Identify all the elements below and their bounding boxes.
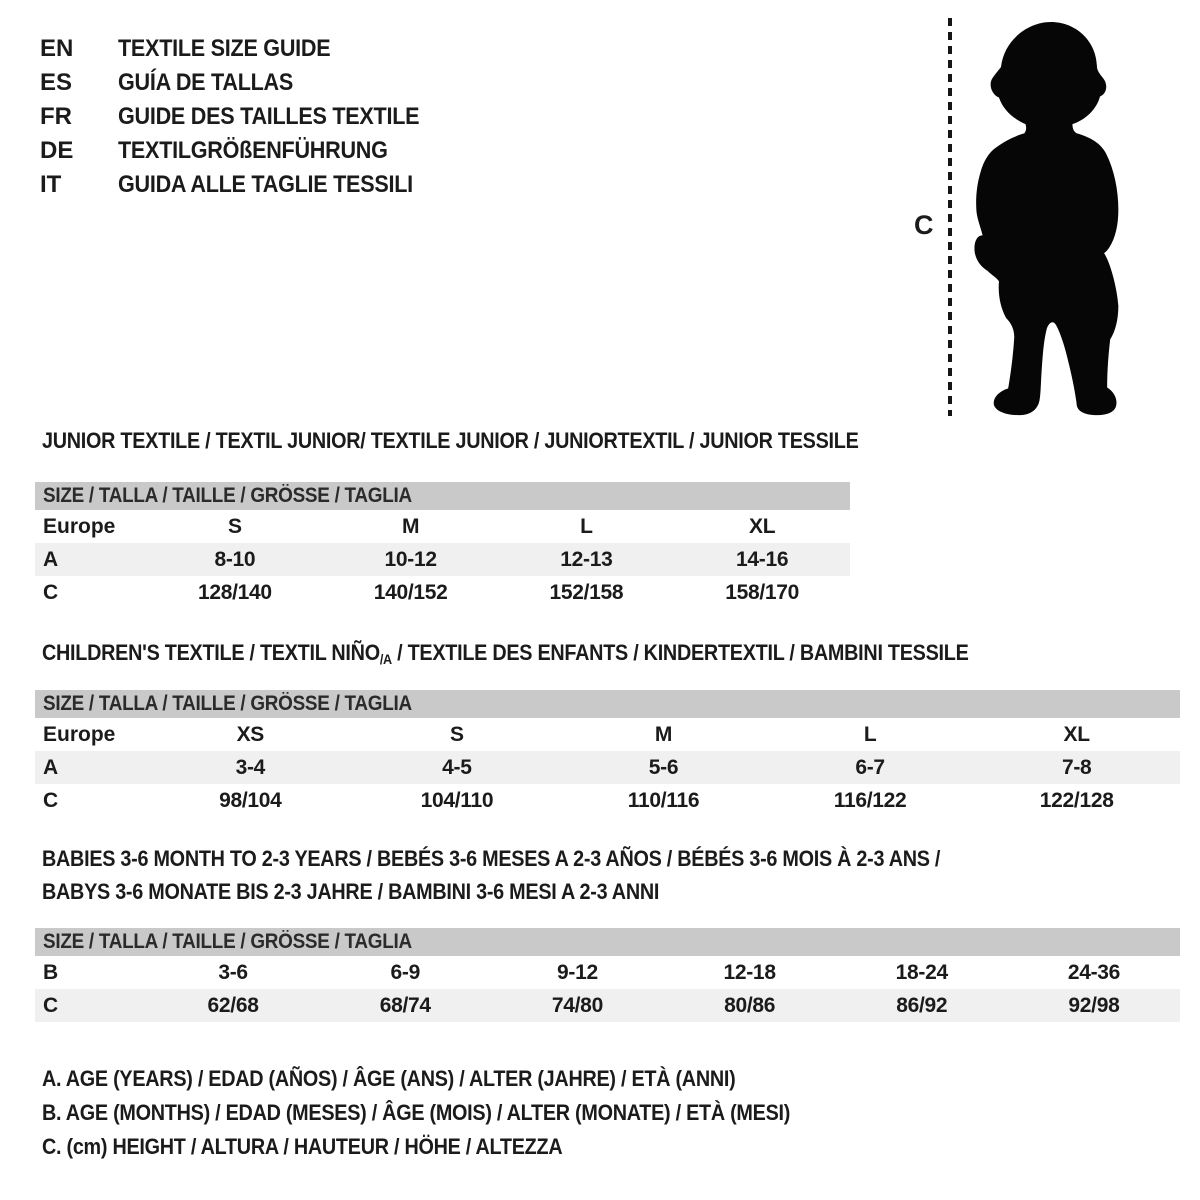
language-code: DE [40, 137, 74, 164]
table-cell: 3-6 [218, 960, 248, 984]
heading-text-part: / TEXTILE DES ENFANTS / KINDERTEXTIL / BAMBINI TESSILE [391, 640, 969, 665]
table-cell: XL [1063, 722, 1090, 746]
babies-size-table [35, 928, 1180, 1022]
table-row [35, 751, 1180, 784]
legend-text: B. AGE (MONTHS) / EDAD (MESES) / ÂGE (MOIS) / ALTER (MONATE) / ETÀ (MESI) [42, 1100, 791, 1125]
row-label: A [43, 547, 59, 571]
language-row [40, 100, 453, 134]
language-title: TEXTILE SIZE GUIDE [118, 35, 331, 62]
table-cell: 86/92 [896, 993, 948, 1017]
table-row [35, 989, 1180, 1022]
table-cell: 68/74 [379, 993, 431, 1017]
legend-line-c [42, 1134, 873, 1168]
table-cell: 9-12 [557, 960, 598, 984]
legend-text: A. AGE (YEARS) / EDAD (AÑOS) / ÂGE (ANS) / ALTER (JAHRE) / ETÀ (ANNI) [42, 1066, 736, 1091]
heading-text-part: CHILDREN'S TEXTILE / TEXTIL NIÑO [42, 640, 380, 665]
table-cell: 74/80 [551, 993, 603, 1017]
height-measure-figure [900, 14, 1160, 424]
junior-size-table [35, 482, 850, 609]
language-code: FR [40, 103, 72, 130]
language-code: IT [40, 171, 62, 198]
table-row [35, 784, 1180, 817]
size-header-text: SIZE / TALLA / TAILLE / GRÖSSE / TAGLIA [43, 930, 412, 953]
table-cell: 4-5 [442, 755, 472, 779]
table-cell: 140/152 [373, 580, 448, 604]
language-row [40, 66, 453, 100]
heading-text-subscript: /A [379, 651, 392, 667]
table-cell: S [228, 514, 242, 538]
row-label: C [43, 788, 59, 812]
table-row [35, 510, 850, 543]
language-title: GUIDE DES TAILLES TEXTILE [118, 103, 420, 130]
size-header-text: SIZE / TALLA / TAILLE / GRÖSSE / TAGLIA [43, 692, 412, 715]
language-title-list [40, 32, 453, 202]
row-label: C [43, 580, 59, 604]
table-cell: XS [236, 722, 264, 746]
babies-table-size-header [35, 928, 1180, 956]
height-c-label: C [914, 210, 934, 240]
table-cell: 92/98 [1068, 993, 1120, 1017]
babies-heading-line1: BABIES 3-6 MONTH TO 2-3 YEARS / BEBÉS 3-6 MESES A 2-3 AÑOS / BÉBÉS 3-6 MOIS À 2-3 ANS / [42, 846, 941, 871]
row-label: B [43, 960, 59, 984]
table-row [35, 718, 1180, 751]
table-cell: 116/122 [833, 788, 907, 812]
row-label: C [43, 993, 59, 1017]
children-table-size-header [35, 690, 1180, 718]
table-cell: 24-36 [1067, 960, 1121, 984]
language-title: GUÍA DE TALLAS [118, 69, 294, 96]
table-row [35, 576, 850, 609]
table-cell: 14-16 [736, 547, 789, 571]
language-row [40, 168, 453, 202]
babies-heading-line2: BABYS 3-6 MONATE BIS 2-3 JAHRE / BAMBINI 3-6 MESI A 2-3 ANNI [42, 879, 660, 904]
table-cell: 8-10 [214, 547, 256, 571]
table-cell: 6-9 [390, 960, 420, 984]
children-section-heading [42, 640, 1071, 666]
children-section-heading-text [42, 640, 969, 666]
legend-text: C. (cm) HEIGHT / ALTURA / HAUTEUR / HÖHE / ALTEZZA [42, 1134, 563, 1159]
junior-table-size-header [35, 482, 850, 510]
table-cell: 10-12 [384, 547, 437, 571]
table-cell: 3-4 [235, 755, 266, 779]
table-row [35, 543, 850, 576]
height-dashed-line [948, 18, 952, 416]
size-header-text: SIZE / TALLA / TAILLE / GRÖSSE / TAGLIA [43, 484, 412, 507]
table-cell: 12-13 [560, 547, 613, 571]
table-cell: 158/170 [725, 580, 800, 604]
language-code: EN [40, 35, 74, 62]
legend-line-a [42, 1066, 873, 1100]
language-row [40, 32, 453, 66]
table-cell: 12-18 [723, 960, 776, 984]
table-cell: 104/110 [420, 788, 494, 812]
row-label: Europe [43, 514, 116, 538]
table-cell: L [580, 514, 593, 538]
table-cell: 128/140 [197, 580, 272, 604]
row-label: A [43, 755, 59, 779]
table-cell: 152/158 [549, 580, 624, 604]
table-cell: 18-24 [895, 960, 948, 984]
table-cell: 5-6 [648, 755, 679, 779]
table-cell: M [402, 514, 420, 538]
table-cell: 110/116 [627, 788, 700, 812]
table-cell: 122/128 [1039, 788, 1114, 812]
toddler-silhouette-icon [962, 20, 1140, 418]
table-cell: L [863, 722, 877, 746]
language-row [40, 134, 453, 168]
table-cell: S [450, 722, 464, 746]
legend-line-b [42, 1100, 873, 1134]
babies-section-heading [42, 846, 1040, 912]
table-cell: M [654, 722, 673, 746]
row-label: Europe [43, 722, 116, 746]
language-code: ES [40, 69, 73, 96]
children-size-table [35, 690, 1180, 817]
language-title: TEXTILGRÖßENFÜHRUNG [118, 137, 388, 164]
table-row [35, 956, 1180, 989]
language-title: GUIDA ALLE TAGLIE TESSILI [118, 171, 413, 198]
table-cell: 62/68 [207, 993, 259, 1017]
table-cell: 7-8 [1061, 755, 1092, 779]
junior-section-heading [42, 428, 949, 454]
table-cell: 98/104 [219, 788, 282, 812]
junior-section-heading-text: JUNIOR TEXTILE / TEXTIL JUNIOR/ TEXTILE JUNIOR / JUNIORTEXTIL / JUNIOR TESSILE [42, 428, 859, 453]
measurement-legend [42, 1066, 873, 1168]
table-cell: XL [749, 514, 776, 538]
table-cell: 6-7 [855, 755, 885, 779]
table-cell: 80/86 [724, 993, 776, 1017]
